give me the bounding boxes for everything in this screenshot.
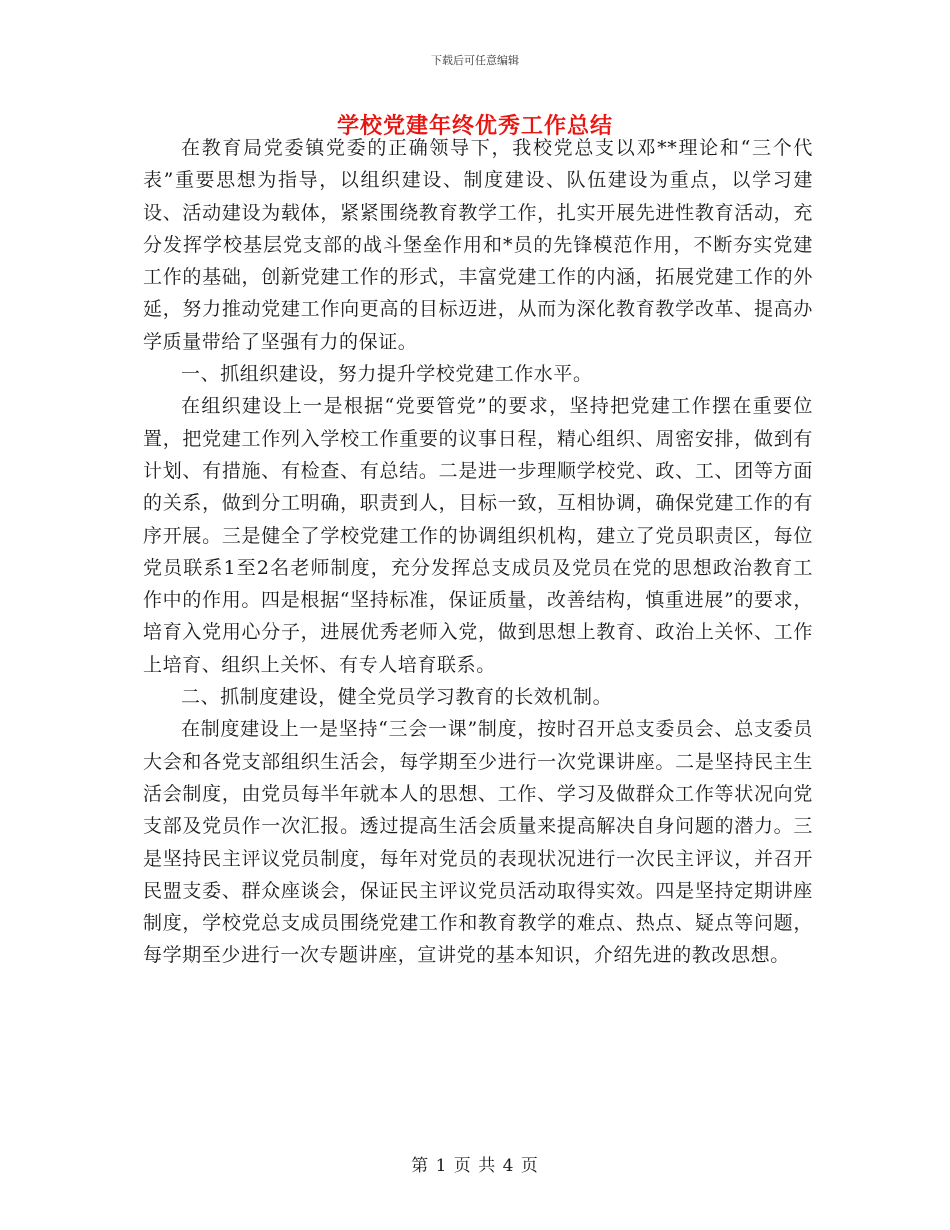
organization-paragraph: 在组织建设上一是根据“党要管党”的要求，坚持把党建工作摆在重要位置，把党建工作列入学校工作重要的议事日程，精心组织、周密安排，做到有计划、有措施、有检查、有总结。二是进一步理顺学校党、政、工、团等方面的关系，做到分工明确，职责到人，目标一致，互相协调，确保党建工作的有序开展。三是健全了学校党建工作的协调组织机构，建立了党员职责区，每位党员联系1至2名老师制度，充分发挥总支成员及党员在党的思想政治教育工作中的作用。四是根据“坚持标准，保证质量，改善结构，慎重进展”的要求，培育入党用心分子，进展优秀老师入党，做到思想上教育、政治上关怀、工作上培育、组织上关怀、有专人培育联系。 [143,395,813,676]
page-header: 下载后可任意编辑 [431,54,519,67]
intro-paragraph: 在教育局党委镇党委的正确领导下，我校党总支以邓**理论和“三个代表”重要思想为指导，以组织建设、制度建设、队伍建设为重点，以学习建设、活动建设为载体，紧紧围绕教育教学工作，扎实开展先进性教育活动，充分发挥学校基层党支部的战斗堡垒作用和*员的先锋模范作用，不断夯实党建工作的基础，创新党建工作的形式，丰富党建工作的内涵，拓展党建工作的外延，努力推动党建工作向更高的目标迈进，从而为深化教育教学改革、提高办学质量带给了坚强有力的保证。 [143,137,813,353]
system-paragraph: 在制度建设上一是坚持“三会一课”制度，按时召开总支委员会、总支委员大会和各党支部组织生活会，每学期至少进行一次党课讲座。二是坚持民主生活会制度，由党员每半年就本人的思想、工作、学习及做群众工作等状况向党支部及党员作一次汇报。透过提高生活会质量来提高解决自身问题的潜力。三是坚持民主评议党员制度，每年对党员的表现状况进行一次民主评议，并召开民盟支委、群众座谈会，保证民主评议党员活动取得实效。四是坚持定期讲座制度，学校党总支成员围绕党建工作和教育教学的难点、热点、疑点等问题，每学期至少进行一次专题讲座，宣讲党的基本知识，介绍先进的教改思想。 [143,718,813,967]
document-title: 学校党建年终优秀工作总结 [336,113,613,139]
page-number-footer: 第 1 页 共 4 页 [411,1156,539,1176]
document-body [143,132,813,972]
section-heading-system: 二、抓制度建设，健全党员学习教育的长效机制。 [181,686,613,709]
section-heading-organization: 一、抓组织建设，努力提升学校党建工作水平。 [181,363,593,386]
